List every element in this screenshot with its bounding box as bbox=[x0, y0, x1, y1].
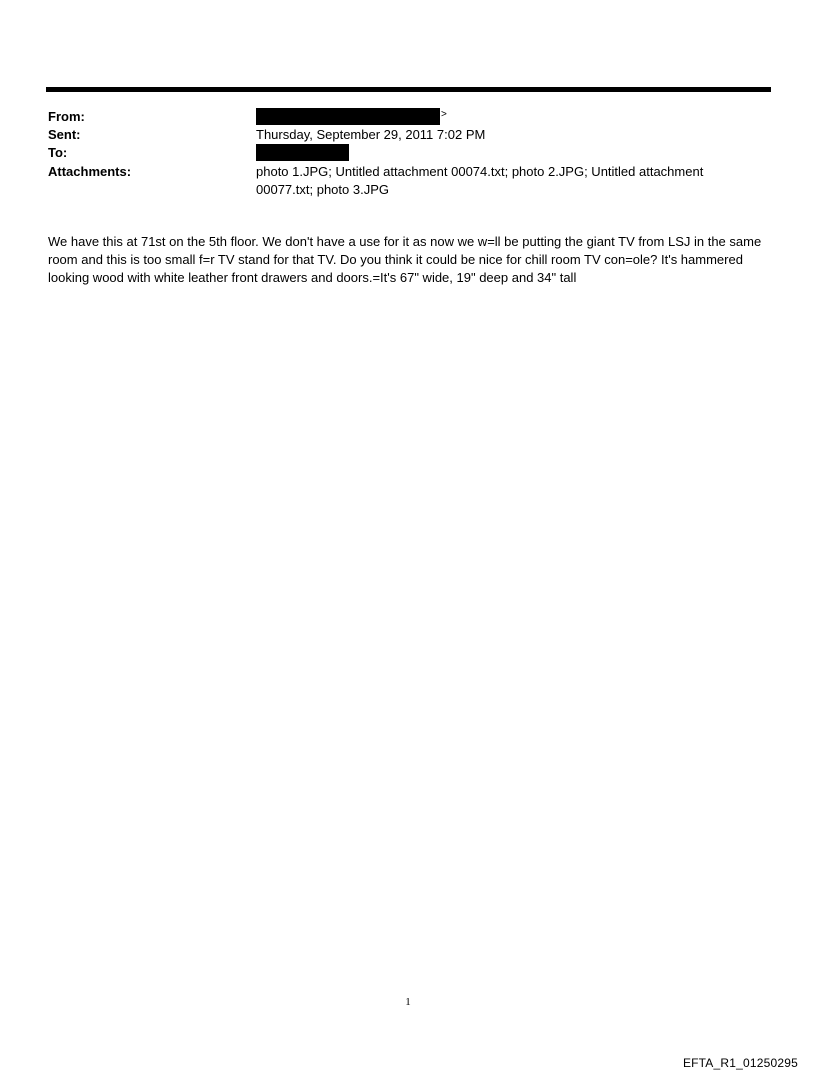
to-value bbox=[256, 144, 736, 162]
header-divider-rule bbox=[46, 87, 771, 92]
from-label: From: bbox=[48, 109, 85, 124]
to-label: To: bbox=[48, 145, 68, 160]
attachments-label: Attachments: bbox=[48, 164, 132, 179]
from-redaction bbox=[256, 108, 440, 125]
attachments-value: photo 1.JPG; Untitled attachment 00074.txt; photo 2.JPG; Untitled attachment 00077.txt; photo 3.JPG bbox=[256, 164, 704, 197]
sent-label: Sent: bbox=[48, 127, 81, 142]
email-body: We have this at 71st on the 5th floor. We don't have a use for it as now we w=ll be putting the giant TV from LSJ in the same room and this is too small f=r TV stand for that TV. Do you think it could be nice for chill room TV con=ole? It's hammered looking wood with white leather front drawers and doors.=It's 67" wide, 19" deep and 34" tall bbox=[48, 234, 762, 285]
document-id: EFTA_R1_01250295 bbox=[682, 1056, 798, 1070]
page-number: 1 bbox=[405, 996, 411, 1008]
to-redaction bbox=[256, 144, 349, 161]
from-value bbox=[256, 108, 736, 126]
sent-value: Thursday, September 29, 2011 7:02 PM bbox=[256, 127, 486, 142]
from-suffix: > bbox=[441, 109, 447, 120]
